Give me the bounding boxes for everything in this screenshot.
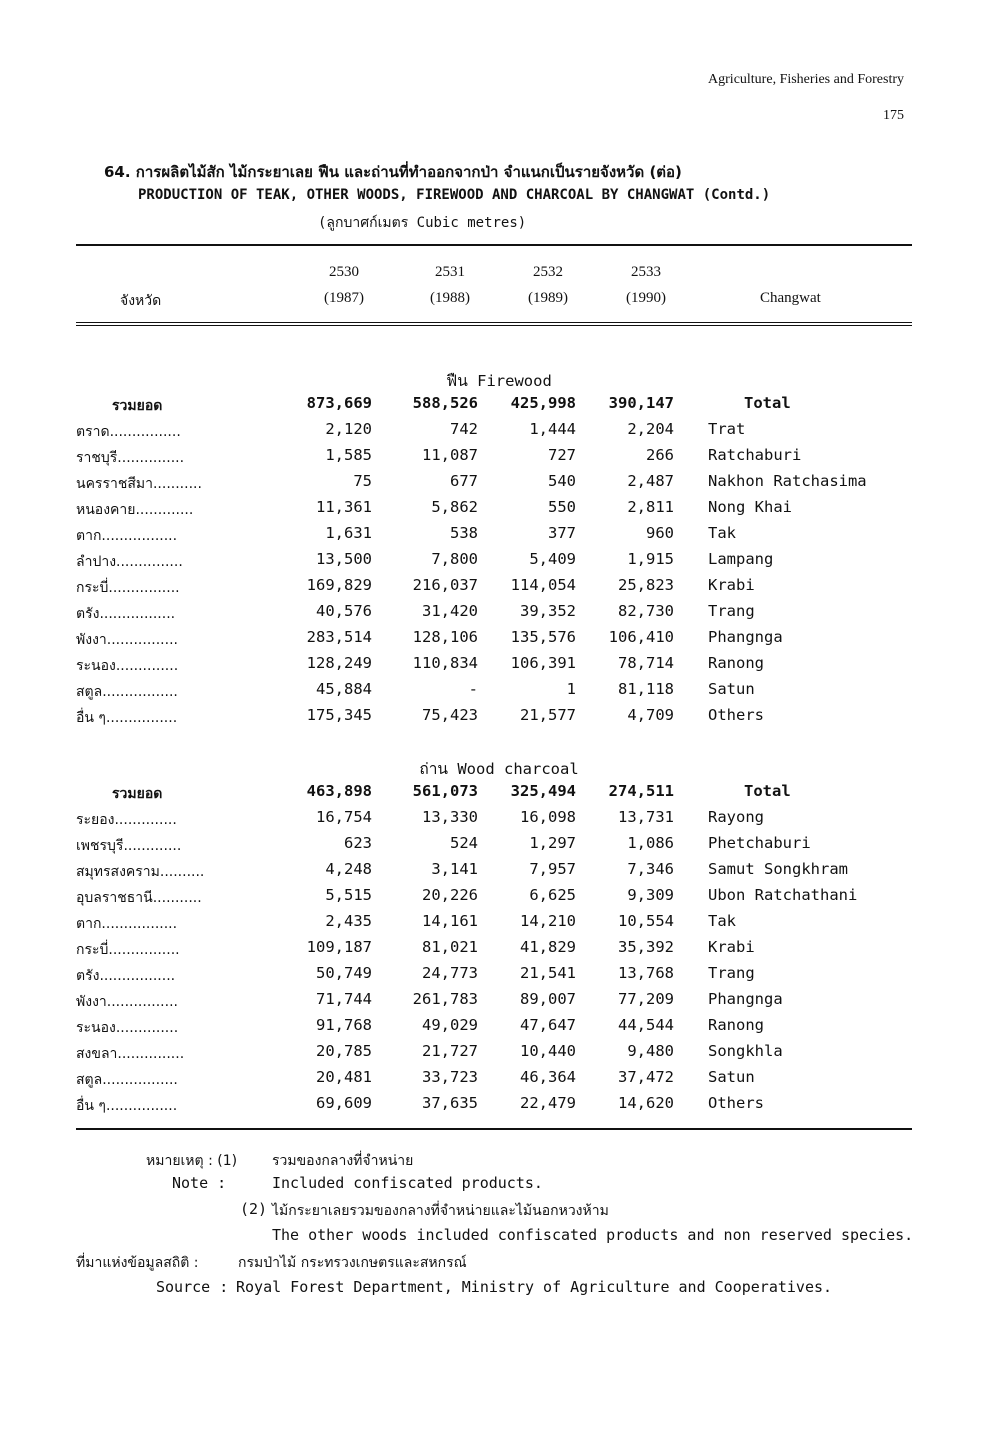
header-year-ce: (1988) xyxy=(430,290,470,306)
row-value: 47,647 xyxy=(520,1016,576,1034)
row-value: 5,862 xyxy=(431,498,478,516)
row-value: 10,554 xyxy=(618,912,674,930)
row-changwat-english: Phangnga xyxy=(708,990,783,1008)
header-bottom-rule-1 xyxy=(76,322,912,323)
table-title-thai: 64. การผลิตไม้สัก ไม้กระยาเลย ฟืน และถ่านที่ทำออกจากป่า จำแนกเป็นรายจังหวัด (ต่อ) xyxy=(104,163,682,181)
note-english-2: The other woods included confiscated products and non reserved species. xyxy=(272,1226,914,1244)
source-english-label: Source : xyxy=(156,1278,229,1296)
row-changwat-english: Others xyxy=(708,1094,764,1112)
row-value: 6,625 xyxy=(529,886,576,904)
row-province-thai: ระยอง.............. xyxy=(76,812,177,828)
row-value: 82,730 xyxy=(618,602,674,620)
row-value: 114,054 xyxy=(510,576,576,594)
row-province-thai: กระบี่................ xyxy=(76,942,180,958)
row-changwat-english: Trat xyxy=(708,420,746,438)
row-changwat-english: Others xyxy=(708,706,764,724)
row-value: 9,309 xyxy=(627,886,674,904)
row-value: 128,249 xyxy=(306,654,372,672)
row-value: 540 xyxy=(548,472,576,490)
row-value: 77,209 xyxy=(618,990,674,1008)
row-province-thai: อื่น ๆ................ xyxy=(76,1098,178,1114)
header-year-ce: (1987) xyxy=(324,290,364,306)
total-value: 390,147 xyxy=(608,394,674,412)
row-changwat-english: Krabi xyxy=(708,938,755,956)
row-value: 24,773 xyxy=(422,964,478,982)
row-value: 1,915 xyxy=(627,550,674,568)
row-value: 7,800 xyxy=(431,550,478,568)
row-value: 1,086 xyxy=(627,834,674,852)
row-province-thai: พังงา................ xyxy=(76,632,178,648)
row-value: - xyxy=(468,680,478,698)
row-province-thai: ตรัง................. xyxy=(76,606,176,622)
header-year-be: 2532 xyxy=(533,264,563,280)
row-province-thai: เพชรบุรี............. xyxy=(76,838,182,854)
row-value: 2,120 xyxy=(325,420,372,438)
source-thai: กรมป่าไม้ กระทรวงเกษตรและสหกรณ์ xyxy=(238,1255,467,1271)
row-value: 39,352 xyxy=(520,602,576,620)
row-changwat-english: Phangnga xyxy=(708,628,783,646)
row-value: 1,631 xyxy=(325,524,372,542)
note-2-marker: (2) xyxy=(240,1200,268,1218)
row-value: 33,723 xyxy=(422,1068,478,1086)
row-value: 37,635 xyxy=(422,1094,478,1112)
header-year-ce: (1990) xyxy=(626,290,666,306)
row-province-thai: ระนอง.............. xyxy=(76,658,179,674)
row-value: 20,226 xyxy=(422,886,478,904)
row-value: 216,037 xyxy=(412,576,478,594)
row-value: 261,783 xyxy=(412,990,478,1008)
row-province-thai: สมุทรสงคราม.......... xyxy=(76,864,205,880)
row-province-thai: ตรัง................. xyxy=(76,968,176,984)
row-value: 25,823 xyxy=(618,576,674,594)
source-english: Royal Forest Department, Ministry of Agriculture and Cooperatives. xyxy=(236,1278,833,1296)
row-value: 7,957 xyxy=(529,860,576,878)
row-value: 46,364 xyxy=(520,1068,576,1086)
row-province-thai: ตาก................. xyxy=(76,528,178,544)
row-value: 550 xyxy=(548,498,576,516)
row-value: 106,410 xyxy=(608,628,674,646)
source-thai-label: ที่มาแห่งข้อมูลสถิติ : xyxy=(76,1255,199,1271)
row-value: 9,480 xyxy=(627,1042,674,1060)
row-changwat-english: Songkhla xyxy=(708,1042,783,1060)
total-value: 274,511 xyxy=(608,782,674,800)
row-changwat-english: Ranong xyxy=(708,1016,764,1034)
row-value: 81,021 xyxy=(422,938,478,956)
header-province-thai: จังหวัด xyxy=(120,293,162,309)
row-value: 44,544 xyxy=(618,1016,674,1034)
row-province-thai: พังงา................ xyxy=(76,994,178,1010)
row-province-thai: หนองคาย............. xyxy=(76,502,194,518)
total-value: 588,526 xyxy=(412,394,478,412)
row-value: 40,576 xyxy=(316,602,372,620)
row-value: 5,515 xyxy=(325,886,372,904)
row-changwat-english: Samut Songkhram xyxy=(708,860,848,878)
row-value: 37,472 xyxy=(618,1068,674,1086)
row-value: 11,361 xyxy=(316,498,372,516)
row-value: 1,585 xyxy=(325,446,372,464)
row-value: 13,768 xyxy=(618,964,674,982)
total-value: 425,998 xyxy=(510,394,576,412)
total-value: 561,073 xyxy=(412,782,478,800)
row-value: 175,345 xyxy=(306,706,372,724)
row-value: 69,609 xyxy=(316,1094,372,1112)
row-changwat-english: Phetchaburi xyxy=(708,834,811,852)
row-value: 283,514 xyxy=(306,628,372,646)
row-changwat-english: Tak xyxy=(708,524,736,542)
running-head: Agriculture, Fisheries and Forestry xyxy=(708,72,904,87)
row-changwat-english: Nakhon Ratchasima xyxy=(708,472,867,490)
row-value: 81,118 xyxy=(618,680,674,698)
row-value: 14,161 xyxy=(422,912,478,930)
row-value: 524 xyxy=(450,834,478,852)
row-value: 45,884 xyxy=(316,680,372,698)
total-label-english: Total xyxy=(744,394,791,412)
row-province-thai: สงขลา............... xyxy=(76,1046,185,1062)
row-value: 106,391 xyxy=(510,654,576,672)
row-value: 2,487 xyxy=(627,472,674,490)
row-province-thai: อุบลราชธานี........... xyxy=(76,890,202,906)
row-value: 49,029 xyxy=(422,1016,478,1034)
row-value: 538 xyxy=(450,524,478,542)
row-changwat-english: Krabi xyxy=(708,576,755,594)
row-value: 14,210 xyxy=(520,912,576,930)
row-value: 16,754 xyxy=(316,808,372,826)
section-title: ฟืน Firewood xyxy=(446,372,552,390)
row-value: 78,714 xyxy=(618,654,674,672)
page-number: 175 xyxy=(883,108,904,123)
row-changwat-english: Trang xyxy=(708,964,755,982)
row-value: 623 xyxy=(344,834,372,852)
row-value: 109,187 xyxy=(306,938,372,956)
row-value: 128,106 xyxy=(412,628,478,646)
table-title-english: PRODUCTION OF TEAK, OTHER WOODS, FIREWOOD AND CHARCOAL BY CHANGWAT (Contd.) xyxy=(138,187,771,203)
total-value: 325,494 xyxy=(510,782,576,800)
row-value: 20,785 xyxy=(316,1042,372,1060)
row-value: 2,204 xyxy=(627,420,674,438)
row-value: 21,727 xyxy=(422,1042,478,1060)
note-thai-1: รวมของกลางที่จำหน่าย xyxy=(272,1153,414,1169)
row-value: 11,087 xyxy=(422,446,478,464)
row-province-thai: สตูล................. xyxy=(76,1072,178,1088)
row-value: 10,440 xyxy=(520,1042,576,1060)
row-value: 1,297 xyxy=(529,834,576,852)
row-changwat-english: Ranong xyxy=(708,654,764,672)
row-province-thai: อื่น ๆ................ xyxy=(76,710,178,726)
row-changwat-english: Trang xyxy=(708,602,755,620)
row-value: 3,141 xyxy=(431,860,478,878)
header-year-be: 2533 xyxy=(631,264,661,280)
row-value: 1 xyxy=(566,680,576,698)
row-value: 16,098 xyxy=(520,808,576,826)
row-changwat-english: Ubon Ratchathani xyxy=(708,886,858,904)
row-changwat-english: Ratchaburi xyxy=(708,446,802,464)
header-year-ce: (1989) xyxy=(528,290,568,306)
row-province-thai: ราชบุรี............... xyxy=(76,450,185,466)
row-value: 110,834 xyxy=(412,654,478,672)
row-province-thai: กระบี่................ xyxy=(76,580,180,596)
header-top-rule xyxy=(76,244,912,246)
row-value: 41,829 xyxy=(520,938,576,956)
row-province-thai: ลำปาง............... xyxy=(76,554,183,570)
note-thai-label: หมายเหตุ : (1) xyxy=(146,1153,238,1169)
note-english-label: Note : xyxy=(172,1174,227,1192)
row-value: 13,330 xyxy=(422,808,478,826)
row-value: 377 xyxy=(548,524,576,542)
row-province-thai: ตาก................. xyxy=(76,916,178,932)
row-value: 742 xyxy=(450,420,478,438)
header-year-be: 2530 xyxy=(329,264,359,280)
row-value: 135,576 xyxy=(510,628,576,646)
row-changwat-english: Lampang xyxy=(708,550,774,568)
row-province-thai: สตูล................. xyxy=(76,684,178,700)
row-value: 960 xyxy=(646,524,674,542)
table-bottom-rule xyxy=(76,1128,912,1130)
total-label-thai: รวมยอด xyxy=(112,786,163,802)
row-value: 14,620 xyxy=(618,1094,674,1112)
total-label-english: Total xyxy=(744,782,791,800)
row-value: 13,500 xyxy=(316,550,372,568)
row-value: 89,007 xyxy=(520,990,576,1008)
section-title: ถ่าน Wood charcoal xyxy=(419,760,579,778)
row-changwat-english: Tak xyxy=(708,912,736,930)
row-value: 35,392 xyxy=(618,938,674,956)
row-province-thai: นครราชสีมา........... xyxy=(76,476,202,492)
row-province-thai: ตราด................ xyxy=(76,424,181,440)
row-value: 5,409 xyxy=(529,550,576,568)
row-value: 4,709 xyxy=(627,706,674,724)
row-value: 22,479 xyxy=(520,1094,576,1112)
row-value: 71,744 xyxy=(316,990,372,1008)
row-value: 31,420 xyxy=(422,602,478,620)
row-value: 266 xyxy=(646,446,674,464)
row-value: 75 xyxy=(353,472,372,490)
row-value: 727 xyxy=(548,446,576,464)
row-value: 7,346 xyxy=(627,860,674,878)
total-value: 873,669 xyxy=(306,394,372,412)
row-changwat-english: Satun xyxy=(708,1068,755,1086)
total-label-thai: รวมยอด xyxy=(112,398,163,414)
row-changwat-english: Satun xyxy=(708,680,755,698)
row-changwat-english: Nong Khai xyxy=(708,498,792,516)
row-province-thai: ระนอง.............. xyxy=(76,1020,179,1036)
row-value: 169,829 xyxy=(306,576,372,594)
total-value: 463,898 xyxy=(306,782,372,800)
row-value: 21,577 xyxy=(520,706,576,724)
header-year-be: 2531 xyxy=(435,264,465,280)
row-value: 20,481 xyxy=(316,1068,372,1086)
table-units: (ลูกบาศก์เมตร Cubic metres) xyxy=(318,215,527,231)
row-value: 677 xyxy=(450,472,478,490)
row-value: 21,541 xyxy=(520,964,576,982)
row-value: 2,435 xyxy=(325,912,372,930)
row-value: 13,731 xyxy=(618,808,674,826)
row-value: 2,811 xyxy=(627,498,674,516)
row-value: 91,768 xyxy=(316,1016,372,1034)
note-english-1: Included confiscated products. xyxy=(272,1174,543,1192)
header-bottom-rule-2 xyxy=(76,325,912,326)
row-value: 1,444 xyxy=(529,420,576,438)
row-value: 50,749 xyxy=(316,964,372,982)
header-changwat: Changwat xyxy=(760,290,821,306)
row-value: 75,423 xyxy=(422,706,478,724)
note-thai-2: ไม้กระยาเลยรวมของกลางที่จำหน่ายและไม้นอกหวงห้าม xyxy=(272,1203,609,1219)
row-changwat-english: Rayong xyxy=(708,808,764,826)
row-value: 4,248 xyxy=(325,860,372,878)
